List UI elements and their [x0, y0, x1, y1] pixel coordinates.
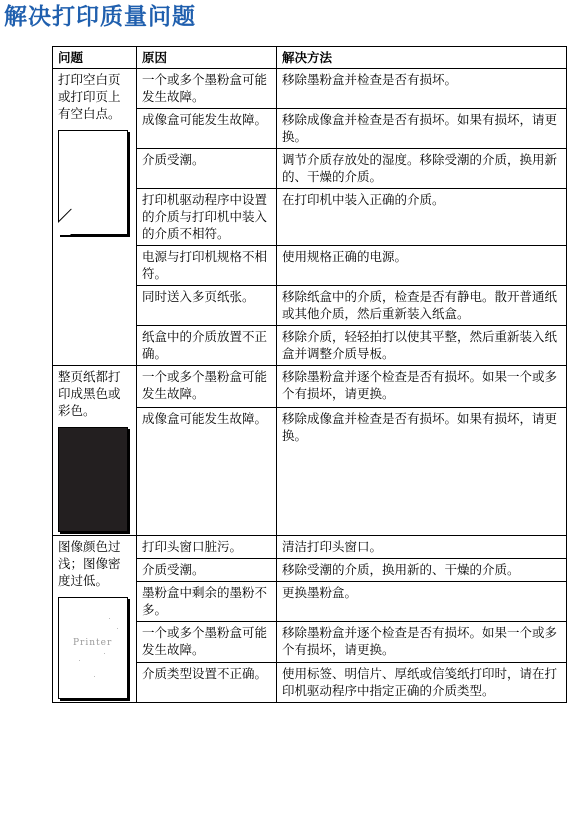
- problem-cell-light-image: [53, 536, 137, 703]
- problem-cell-dark-pages: [53, 366, 137, 536]
- cause-cell: 成像盒可能发生故障。: [137, 408, 277, 536]
- cause-cell: 一个或多个墨粉盒可能发生故障。: [137, 69, 277, 109]
- cause-cell: 纸盒中的介质放置不正确。: [137, 326, 277, 366]
- problem-text: 打印空白页或打印页上有空白点。: [58, 72, 121, 121]
- cause-cell: 电源与打印机规格不相符。: [137, 246, 277, 286]
- cause-cell: 一个或多个墨粉盒可能发生故障。: [137, 366, 277, 408]
- solution-cell: 调节介质存放处的湿度。移除受潮的介质，换用新的、干燥的介质。: [277, 149, 567, 189]
- problem-cell-blank-pages: [53, 69, 137, 366]
- dark-page-illustration: [58, 427, 131, 532]
- cause-cell: 成像盒可能发生故障。: [137, 109, 277, 149]
- cause-cell: 介质受潮。: [137, 149, 277, 189]
- faded-sample-text: Printer: [73, 638, 113, 648]
- solution-cell: 移除成像盒并检查是否有损坏。如果有损坏，请更换。: [277, 109, 567, 149]
- cause-cell: 一个或多个墨粉盒可能发生故障。: [137, 622, 277, 662]
- table-header-row: [53, 47, 567, 69]
- header-problem: 问题: [53, 47, 137, 69]
- solution-cell: 更换墨粉盒。: [277, 582, 567, 622]
- solution-cell: 使用标签、明信片、厚纸或信笺纸打印时，请在打印机驱动程序中指定正确的介质类型。: [277, 662, 567, 702]
- faded-page-illustration: [58, 597, 131, 699]
- table-row: [53, 536, 567, 559]
- cause-cell: 打印头窗口脏污。: [137, 536, 277, 559]
- header-cause: 原因: [137, 47, 277, 69]
- solution-cell: 移除墨粉盒并检查是否有损坏。: [277, 69, 567, 109]
- problem-text: 图像颜色过浅；图像密度过低。: [58, 539, 121, 588]
- problem-text: 整页纸都打印成黑色或彩色。: [58, 369, 121, 418]
- table-row: [53, 69, 567, 109]
- cause-cell: 介质受潮。: [137, 559, 277, 582]
- solution-cell: 移除受潮的介质，换用新的、干燥的介质。: [277, 559, 567, 582]
- solution-cell: 移除墨粉盒并逐个检查是否有损坏。如果一个或多个有损坏，请更换。: [277, 366, 567, 408]
- table-row: [53, 366, 567, 408]
- solution-cell: 清洁打印头窗口。: [277, 536, 567, 559]
- solution-cell: 移除成像盒并检查是否有损坏。如果有损坏，请更换。: [277, 408, 567, 536]
- solution-cell: 使用规格正确的电源。: [277, 246, 567, 286]
- cause-cell: 打印机驱动程序中设置的介质与打印机中装入的介质不相符。: [137, 189, 277, 246]
- solution-cell: 移除纸盒中的介质，检查是否有静电。散开普通纸或其他介质，然后重新装入纸盒。: [277, 286, 567, 326]
- cause-cell: 介质类型设置不正确。: [137, 662, 277, 702]
- solution-cell: 移除介质，轻轻拍打以使其平整，然后重新装入纸盒并调整介质导板。: [277, 326, 567, 366]
- solution-cell: 在打印机中装入正确的介质。: [277, 189, 567, 246]
- header-solution: 解决方法: [277, 47, 567, 69]
- blank-page-illustration: [58, 130, 131, 235]
- troubleshooting-table: [52, 46, 567, 703]
- cause-cell: 墨粉盒中剩余的墨粉不多。: [137, 582, 277, 622]
- cause-cell: 同时送入多页纸张。: [137, 286, 277, 326]
- page-title: 解决打印质量问题: [4, 4, 196, 30]
- solution-cell: 移除墨粉盒并逐个检查是否有损坏。如果一个或多个有损坏，请更换。: [277, 622, 567, 662]
